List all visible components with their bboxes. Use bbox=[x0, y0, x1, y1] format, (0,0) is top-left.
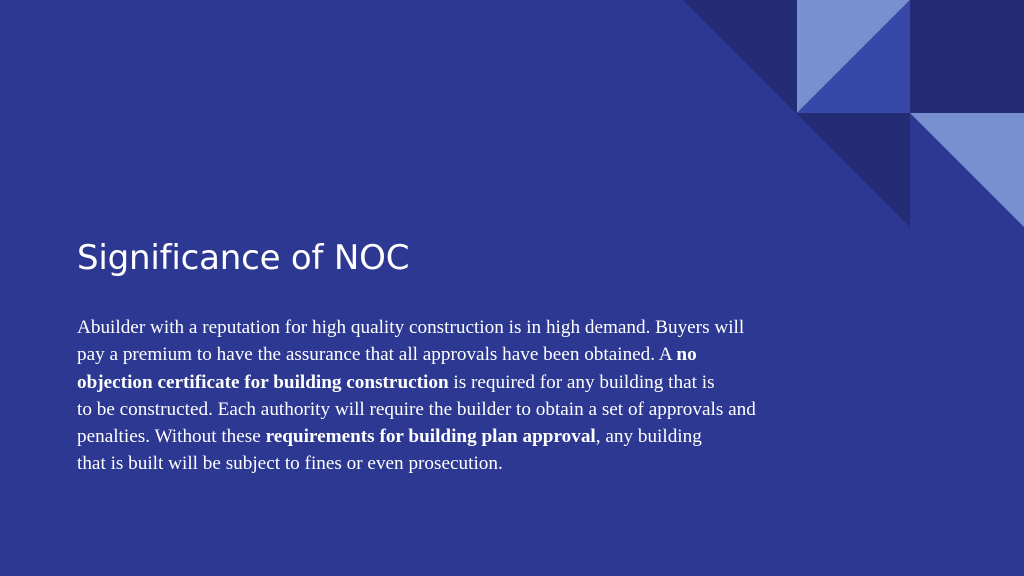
slide-title: Significance of NOC bbox=[77, 238, 410, 278]
dark-square bbox=[910, 0, 1024, 114]
paragraph-text: is required for any building that is bbox=[448, 371, 715, 393]
bold-text: requirements for building plan approval bbox=[265, 426, 596, 448]
slide-paragraph bbox=[77, 314, 987, 478]
paragraph-line bbox=[77, 369, 987, 396]
paragraph-text: pay a premium to have the assurance that all approvals have been obtained. A bbox=[77, 344, 677, 366]
paragraph-text: penalties. Without these bbox=[77, 426, 266, 448]
bold-text: no bbox=[676, 344, 697, 366]
paragraph-line bbox=[77, 423, 987, 450]
paragraph-line bbox=[77, 341, 987, 368]
light-triangle-right bbox=[910, 113, 1024, 227]
paragraph-line: that is built will be subject to fines or even prosecution. bbox=[77, 453, 503, 475]
paragraph-line: Abuilder with a reputation for high quality construction is in high demand. Buyers will bbox=[77, 317, 745, 338]
bold-text: objection certificate for building construction bbox=[77, 371, 449, 393]
paragraph-text: , any building bbox=[595, 426, 702, 448]
paragraph-line: to be constructed. Each authority will require the builder to obtain a set of approvals and bbox=[77, 398, 756, 420]
